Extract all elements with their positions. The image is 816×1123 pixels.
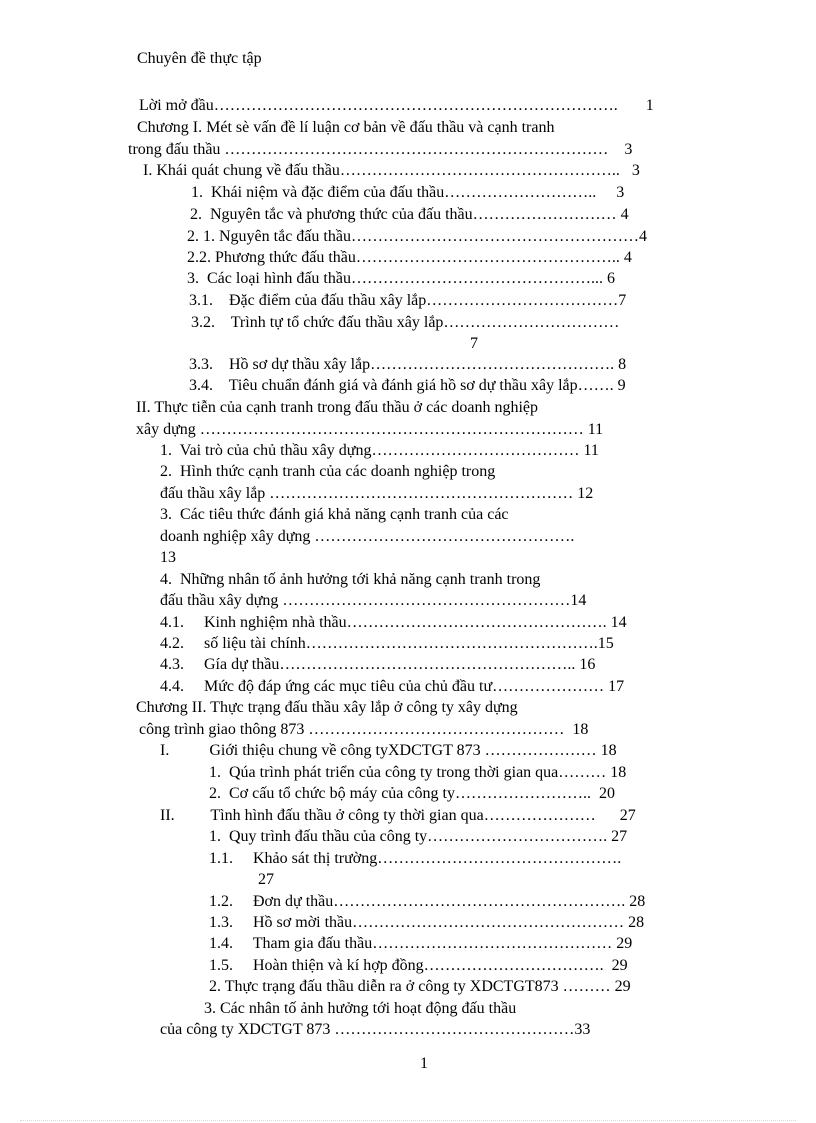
toc-line: 3.3. Hồ sơ dự thầu xây lắp………………………………………. 8 (189, 356, 627, 373)
toc-line: I. Giới thiệu chung về công tyXDCTGT 873 ………………… 18 (160, 742, 617, 759)
toc-line: công trình giao thông 873 ………………………………………… 18 (139, 721, 589, 738)
toc-line: trong đấu thầu ……………………………………………………………… 3 (128, 141, 633, 158)
toc-line: 13 (160, 549, 176, 566)
toc-line: 2. Thực trạng đấu thầu diễn ra ở công ty XDCTGT873 ……… 29 (209, 978, 631, 995)
toc-line: doanh nghiệp xây dựng …………………………………………. (160, 528, 575, 545)
toc-line: 1.3. Hồ sơ mời thầu…………………………………………… 28 (209, 914, 645, 931)
running-header: Chuyên đề thực tập (137, 50, 262, 67)
toc-line: đấu thầu xây dựng ………………………………………………14 (160, 592, 587, 609)
toc-line: 2. Hình thức cạnh tranh của các doanh nghiệp trong (160, 463, 496, 480)
toc-line: 3. Các tiêu thức đánh giá khả năng cạnh tranh của các (160, 506, 509, 523)
toc-line: 7 (470, 335, 478, 352)
toc-line: 1.2. Đơn dự thầu………………………………………………. 28 (209, 893, 646, 910)
toc-line: 1. Quy trình đấu thầu của công ty……………………………. 27 (209, 828, 628, 845)
toc-line: 1. Khái niệm và đặc điểm của đấu thầu……………………….. 3 (191, 184, 625, 201)
page-number: 1 (420, 1055, 428, 1072)
toc-line: 27 (258, 871, 274, 888)
toc-line: 4.1. Kinh nghiệm nhà thầu…………………………………………. 14 (160, 614, 627, 631)
toc-line: Chương II. Thực trạng đấu thầu xây lắp ở công ty xây dựng (136, 699, 518, 716)
toc-line: của công ty XDCTGT 873 ………………………………………33 (160, 1021, 591, 1038)
toc-line: 2. Nguyên tắc và phương thức của đấu thầu……………………… 4 (190, 206, 629, 223)
toc-line: 1.5. Hoàn thiện và kí hợp đồng……………………………. 29 (209, 957, 628, 974)
toc-line: 1. Vai trò của chủ thầu xây dựng………………………………… 11 (160, 442, 599, 459)
toc-line: đấu thầu xây lắp ………………………………………………… 12 (160, 485, 594, 502)
toc-line: Chương I. Mét sè vấn đề lí luận cơ bản về đấu thầu và cạnh tranh (137, 119, 555, 136)
toc-line: 3.4. Tiêu chuẩn đánh giá và đánh giá hồ sơ dự thầu xây lắp……. 9 (189, 377, 626, 394)
toc-line: 3.2. Trình tự tổ chức đấu thầu xây lắp…………………………… (191, 314, 620, 331)
toc-line: II. Thực tiễn của cạnh tranh trong đấu thầu ở các doanh nghiệp (136, 399, 539, 416)
toc-line: 4. Những nhân tố ảnh hưởng tới khả năng cạnh tranh trong (160, 571, 541, 588)
toc-line: 1. Qúa trình phát triển của công ty trong thời gian qua……… 18 (209, 764, 627, 781)
toc-line: 3. Các nhân tố ảnh hưởng tới hoạt động đấu thầu (204, 1000, 517, 1017)
toc-line: 1.1. Khảo sát thị trường………………………………………. (209, 850, 622, 867)
toc-line: I. Khái quát chung về đấu thầu…………………………………………….. 3 (139, 162, 640, 179)
toc-line: 4.2. số liệu tài chính……………………………………………….15 (160, 635, 614, 652)
toc-line: 3. Các loại hình đấu thầu………………………………………... 6 (187, 270, 615, 287)
toc-line: 2.2. Phương thức đấu thầu………………………………………….. 4 (187, 249, 632, 266)
toc-line: II. Tình hình đấu thầu ở công ty thời gian qua………………… 27 (160, 807, 636, 824)
toc-line: 3.1. Đặc điểm của đấu thầu xây lắp………………………………7 (189, 292, 627, 309)
toc-line: Lời mở đầu…………………………………………………………………. 1 (139, 97, 654, 114)
toc-line: 1.4. Tham gia đấu thầu……………………………………… 29 (209, 935, 633, 952)
toc-line: 4.3. Gía dự thầu……………………………………………….. 16 (160, 656, 596, 673)
toc-line: 2. Cơ cấu tổ chức bộ máy của công ty…………………….. 20 (209, 785, 615, 802)
toc-line: xây dựng ……………………………………………………………… 11 (136, 421, 604, 438)
page-bottom-divider (20, 1120, 796, 1121)
toc-line: 4.4. Mức độ đáp ứng các mục tiêu của chủ đầu tư………………… 17 (160, 678, 625, 695)
toc-line: 2. 1. Nguyên tắc đấu thầu………………………………………………4 (187, 228, 647, 245)
